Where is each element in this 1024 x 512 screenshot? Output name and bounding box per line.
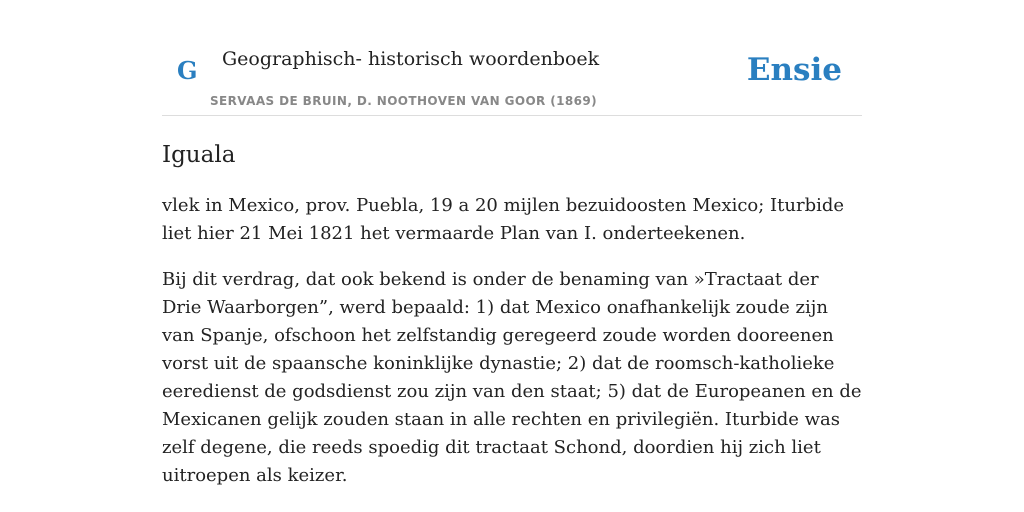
entry-title: Iguala [162, 142, 236, 168]
entry-content [162, 192, 862, 508]
brand-logo-link[interactable]: Ensie [746, 52, 842, 88]
entry-paragraph: Bij dit verdrag, dat ook bekend is onder de benaming van »Tractaat der Drie Waarborgen”, werd bepaald: 1) dat Mexico onafhankelijk zoude zijn van Spanje, ofschoon het zelfstandig geregeerd zoude worden dooreenen vorst uit de spaansche koninklijke dynastie; 2) dat de roomsch-katholieke eeredienst de godsdienst zou zijn van den staat; 5) dat de Europeanen en de Mexicanen gelijk zouden staan in alle rechten en privilegiën. Iturbide was zelf degene, die reeds spoedig dit tractaat Schond, doordien hij zich liet uitroepen als keizer. [162, 269, 862, 486]
book-author: SERVAAS DE BRUIN, D. NOOTHOVEN VAN GOOR (1869) [210, 94, 598, 108]
entry-paragraph: vlek in Mexico, prov. Puebla, 19 a 20 mijlen bezuidoosten Mexico; Iturbide liet hier 21 Mei 1821 het vermaarde Plan van I. onderteekenen. [162, 195, 845, 244]
book-title-link[interactable]: Geographisch- historisch woordenboek [222, 48, 600, 70]
book-header [162, 40, 862, 116]
book-letter-icon[interactable]: G [177, 56, 198, 85]
